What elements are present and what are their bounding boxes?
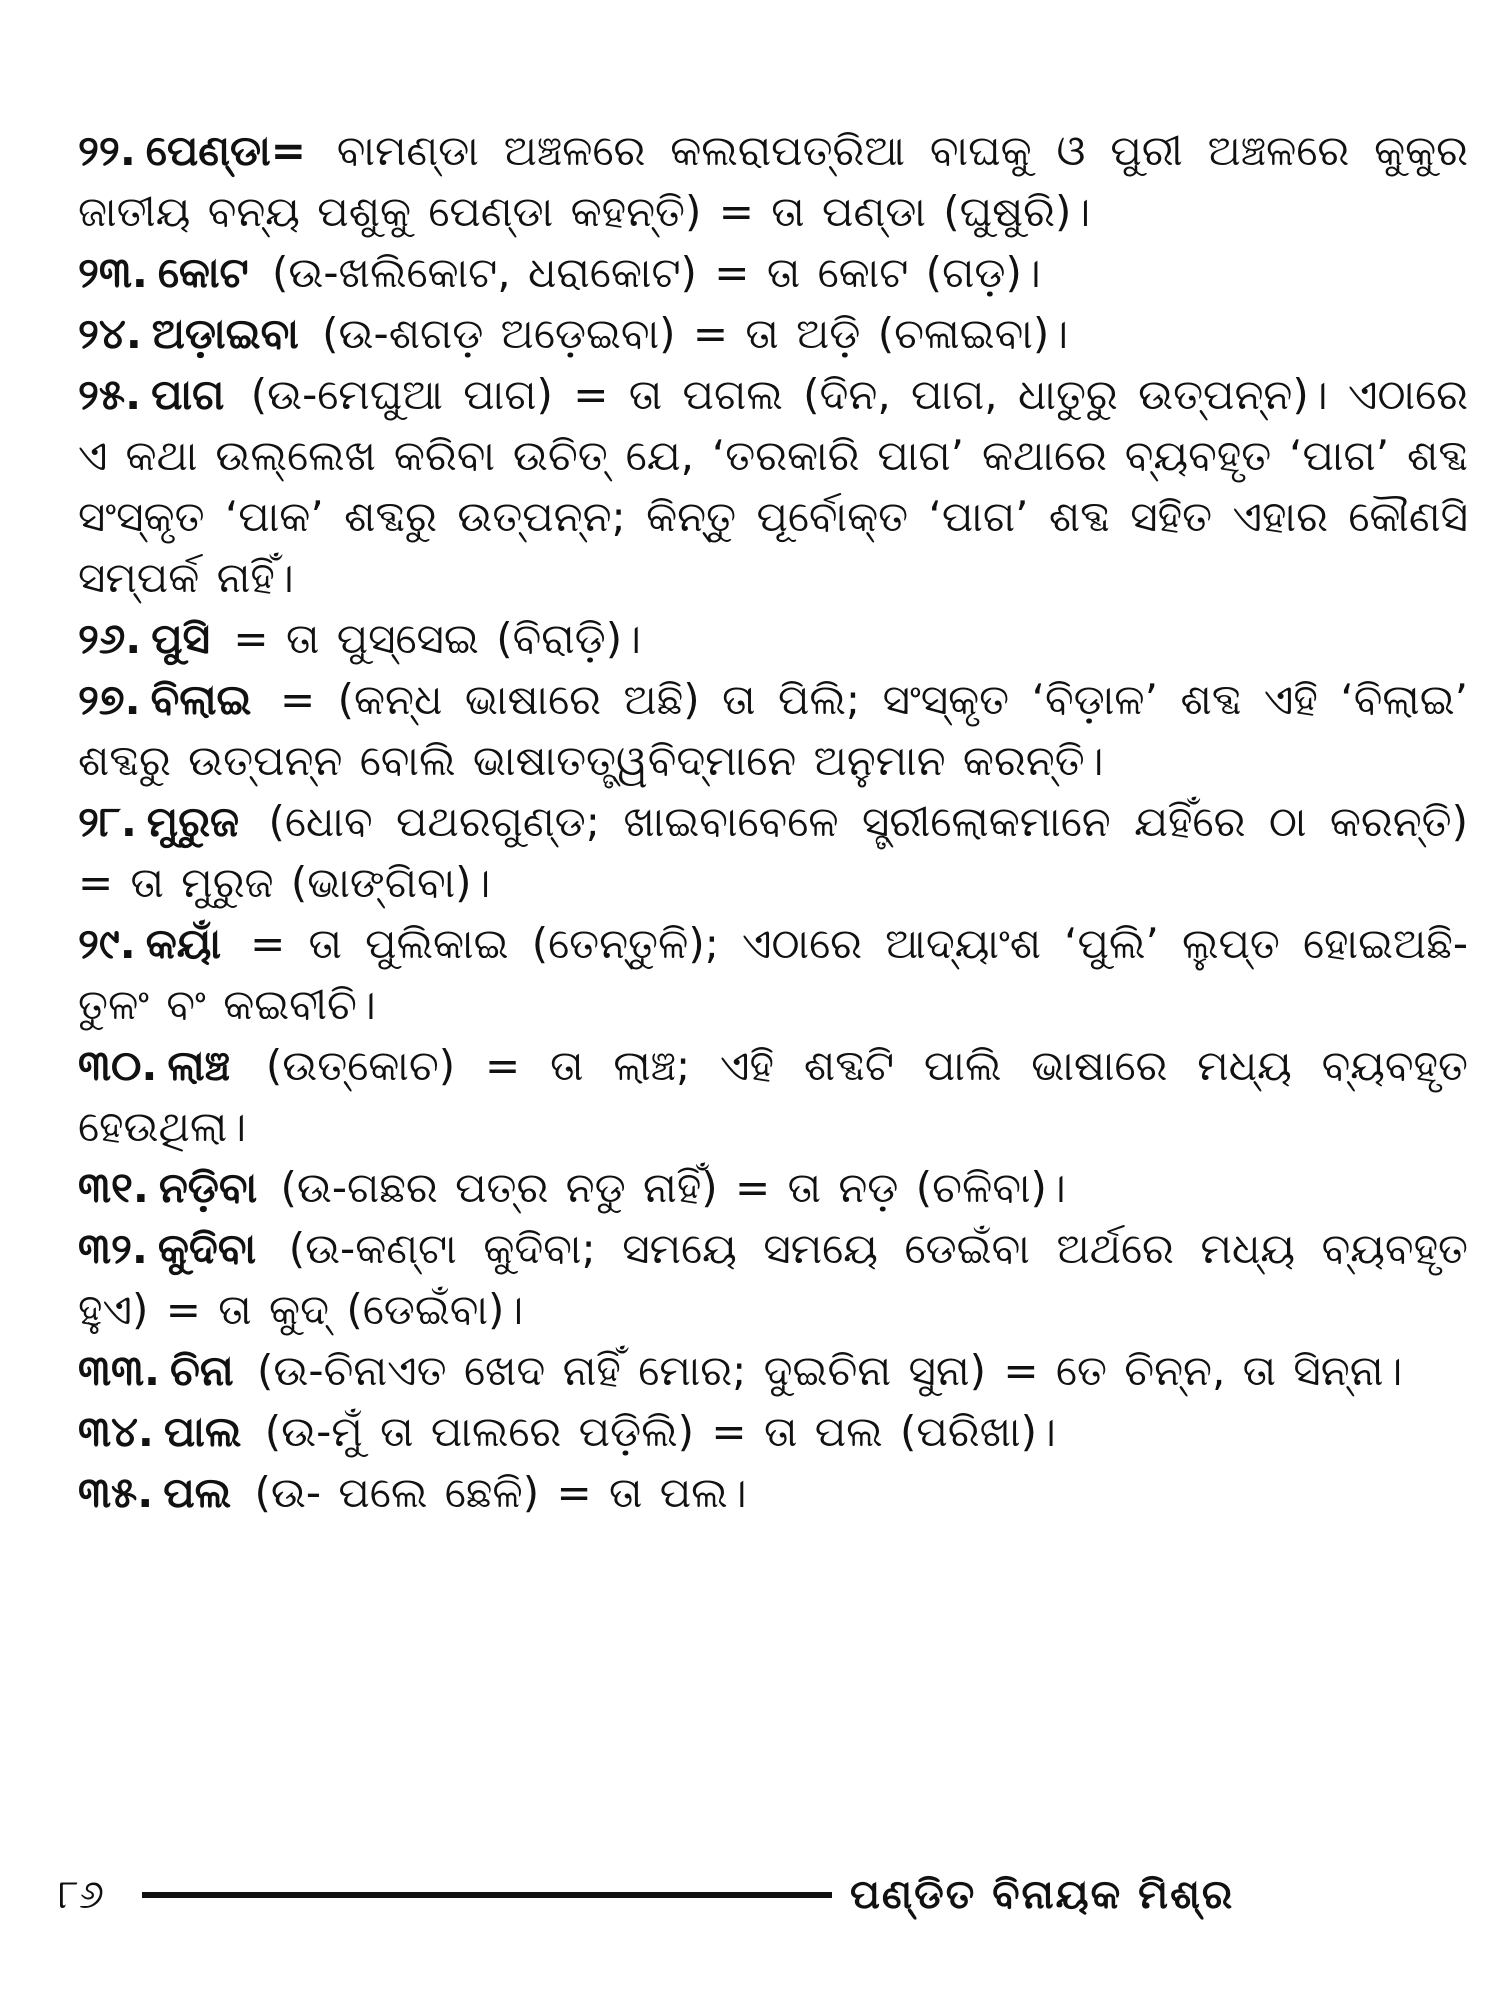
entry-number: ୨୩.	[78, 248, 148, 297]
entry-number: ୨୯.	[78, 919, 136, 968]
entry-body: (ଉ-ମେଘୁଆ ପାଗ) = ତା ପଗଲ (ଦିନ, ପାଗ, ଧାତୁରୁ ଉତ୍ପନ୍ନ)। ଏଠାରେ ଏ କଥା ଉଲ୍ଲେଖ କରିବା ଉଚିତ୍ ଯେ, ‘ତରକାରି ପାଗ’ କଥାରେ ବ୍ୟବହୃତ ‘ପାଗ’ ଶବ୍ଦ ସଂସ୍କୃତ ‘ପାକ’ ଶବ୍ଦରୁ ଉତ୍ପନ୍ନ; କିନ୍ତୁ ପୂର୍ବୋକ୍ତ ‘ପାଗ’ ଶବ୍ଦ ସହିତ ଏହାର କୌଣସି ସମ୍ପର୍କ ନାହିଁ।	[78, 370, 1468, 602]
entry-headword: କୋଟ	[157, 248, 249, 297]
entry-number: ୩୦.	[78, 1041, 158, 1090]
entry-headword: କୟାଁ	[145, 919, 222, 968]
entry-31	[78, 1157, 1468, 1218]
entry-headword: ଚିନା	[169, 1346, 234, 1395]
entry-32	[78, 1218, 1468, 1340]
entry-number: ୨୬.	[78, 614, 142, 663]
entry-27	[78, 669, 1468, 791]
entry-body: (ଉ-ଶଗଡ଼ ଅଡ଼େଇବା) = ତା ଅଡ଼ି (ଚଳାଇବା)।	[322, 309, 1069, 358]
entry-body: = ତା ପୁସ୍‌ସେଇ (ବିରାଡ଼ି)।	[233, 614, 642, 663]
entry-number: ୩୩.	[78, 1346, 160, 1395]
entry-number: ୩୫.	[78, 1468, 154, 1517]
entry-number: ୨୮.	[78, 797, 137, 846]
entry-body: = (କନ୍ଧ ଭାଷାରେ ଅଛି) ତା ପିଲି; ସଂସ୍କୃତ ‘ବିଡ଼ାଳ’ ଶବ୍ଦ ଏହି ‘ବିଲାଇ’ ଶବ୍ଦରୁ ଉତ୍ପନ୍ନ ବୋଲି ଭାଷାତତ୍ତ୍ୱବିଦ୍‌ମାନେ ଅନୁମାନ କରନ୍ତି।	[78, 675, 1468, 785]
entry-headword: ପାଗ	[151, 370, 225, 419]
entry-22	[78, 120, 1468, 242]
entry-number: ୨୨.	[78, 126, 136, 175]
entry-29	[78, 913, 1468, 1035]
entry-body: (ଉ-କଣ୍ଟା କୁଦିବା; ସମୟେ ସମୟେ ଡେଇଁବା ଅର୍ଥରେ ମଧ୍ୟ ବ୍ୟବହୃତ ହୁଏ) = ତା କୁଦ୍ (ଡେଇଁବା)।	[78, 1224, 1469, 1334]
entry-body: = ତା ପୁଲିକାଇ (ତେନ୍ତୁଳି); ଏଠାରେ ଆଦ୍ୟାଂଶ ‘ପୁଲି’ ଲୁପ୍ତ ହୋଇଅଛି- ତୁଳଂ ବଂ କଇବୀଚି।	[78, 919, 1468, 1029]
entry-headword: ମୁରୁଜ	[146, 797, 240, 846]
text-page	[78, 120, 1468, 1523]
entry-body: (ଉ-ମୁଁ ତା ପାଲରେ ପଡ଼ିଲି) = ତା ପଲ (ପରିଖା)।	[264, 1407, 1056, 1456]
entry-body: (ଉ-ଗଛର ପତ୍ର ନଡୁ ନାହିଁ) = ତା ନଡ଼ (ଚଳିବା)।	[280, 1163, 1066, 1212]
entry-body: (ଧୋବ ପଥରଗୁଣ୍ଡ; ଖାଇବାବେଳେ ସ୍ତ୍ରୀଲୋକମାନେ ଯହିଁରେ ଠା କରନ୍ତି) = ତା ମୁରୁଜ (ଭାଙ୍ଗିବା)।	[78, 797, 1468, 907]
author-name: ପଣ୍ଡିତ ବିନାୟକ ମିଶ୍ର	[850, 1872, 1235, 1918]
entry-body: (ଉ-ଚିନାଏତ ଖେଦ ନାହିଁ ମୋର; ଦୁଇଚିନା ସୁନା) = ତେ ଚିନ୍ନ, ତା ସିନ୍ନା।	[256, 1346, 1403, 1395]
entry-number: ୨୭.	[78, 675, 141, 724]
entry-35	[78, 1462, 1468, 1523]
entry-number: ୨୫.	[78, 370, 142, 419]
entry-28	[78, 791, 1468, 913]
page-footer	[58, 1860, 1318, 1930]
entry-headword: କୁଦିବା	[157, 1224, 257, 1273]
entry-headword: ପଲ	[163, 1468, 232, 1517]
entry-24	[78, 303, 1468, 364]
footer-rule	[142, 1892, 832, 1898]
entry-headword: ପୁସି	[151, 614, 211, 663]
page-number: ୮୬	[58, 1872, 104, 1918]
entry-body: ବାମଣ୍ଡା ଅଞ୍ଚଳରେ କଲରାପତ୍ରିଆ ବାଘକୁ ଓ ପୁରୀ ଅଞ୍ଚଳରେ କୁକୁର ଜାତୀୟ ବନ୍ୟ ପଶୁକୁ ପେଣ୍ଡା କହନ୍ତି) = ତା ପଣ୍ଡା (ଘୁଷୁରି)।	[78, 126, 1468, 236]
entry-headword: ପେଣ୍ଡା=	[145, 126, 306, 175]
entry-26	[78, 608, 1468, 669]
entry-headword: ପାଲ	[163, 1407, 242, 1456]
entry-number: ୩୨.	[78, 1224, 148, 1273]
entry-number: ୩୧.	[78, 1163, 149, 1212]
entry-headword: ଅଡ଼ାଇବା	[151, 309, 299, 358]
entry-34	[78, 1401, 1468, 1462]
entry-25	[78, 364, 1468, 608]
entry-33	[78, 1340, 1468, 1401]
entry-23	[78, 242, 1468, 303]
entry-30	[78, 1035, 1468, 1157]
entry-headword: ବିଲାଇ	[150, 675, 252, 724]
entry-headword: ନଡ଼ିବା	[158, 1163, 258, 1212]
entry-number: ୩୪.	[78, 1407, 154, 1456]
entry-body: (ଉତ୍କୋଚ) = ତା ଲାଞ୍ଚ; ଏହି ଶବ୍ଦଟି ପାଲି ଭାଷାରେ ମଧ୍ୟ ବ୍ୟବହୃତ ହେଉଥିଲା।	[78, 1041, 1468, 1151]
entry-number: ୨୪.	[78, 309, 142, 358]
entry-body: (ଉ-ଖଲିକୋଟ, ଧରାକୋଟ) = ତା କୋଟ (ଗଡ଼)।	[272, 248, 1041, 297]
entry-body: (ଉ- ପଲେ ଛେଳି) = ତା ପଲ।	[254, 1468, 747, 1517]
entry-headword: ଲାଞ୍ଚ	[167, 1041, 231, 1090]
